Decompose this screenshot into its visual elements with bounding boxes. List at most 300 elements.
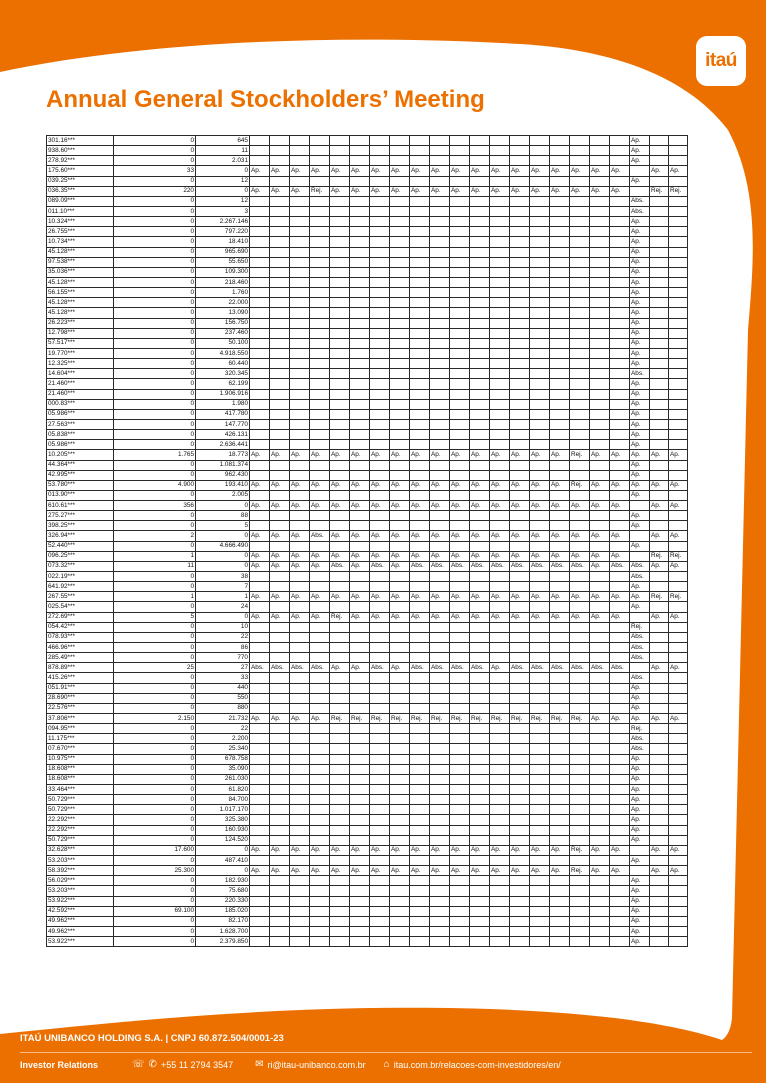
vote-cell: Ap. <box>630 511 650 521</box>
vote-cell: Ap. <box>450 845 470 855</box>
vote-cell <box>450 926 470 936</box>
table-row <box>47 724 688 734</box>
vote-cell <box>450 734 470 744</box>
vote-cell <box>370 288 390 298</box>
vote-cell <box>610 136 630 146</box>
shares-cell: 962.430 <box>196 470 250 480</box>
vote-cell <box>490 724 510 734</box>
vote-cell <box>450 196 470 206</box>
vote-cell <box>390 146 410 156</box>
vote-cell <box>290 369 310 379</box>
vote-cell: Abs. <box>570 663 590 673</box>
vote-cell <box>250 855 270 865</box>
vote-cell <box>310 673 330 683</box>
vote-cell <box>669 440 688 450</box>
vote-cell: Abs. <box>630 643 650 653</box>
vote-cell <box>410 176 430 186</box>
shares-cell: 0 <box>114 206 196 216</box>
vote-cell <box>570 896 590 906</box>
shares-cell: 0 <box>196 612 250 622</box>
vote-cell <box>430 196 450 206</box>
vote-cell <box>370 582 390 592</box>
vote-cell <box>450 409 470 419</box>
vote-cell <box>450 511 470 521</box>
vote-cell: Ap. <box>630 683 650 693</box>
shares-cell: 0 <box>114 247 196 257</box>
vote-cell <box>470 277 490 287</box>
vote-cell: Ap. <box>630 348 650 358</box>
vote-cell <box>650 409 669 419</box>
vote-cell: Rej. <box>570 450 590 460</box>
row-id-cell: 054.42*** <box>47 622 114 632</box>
vote-cell <box>370 602 390 612</box>
vote-cell <box>270 176 290 186</box>
vote-cell <box>669 886 688 896</box>
shares-cell: 0 <box>114 835 196 845</box>
vote-cell <box>270 764 290 774</box>
vote-cell: Ap. <box>270 561 290 571</box>
vote-cell: Ap. <box>450 186 470 196</box>
shares-cell: 109.300 <box>196 267 250 277</box>
vote-cell: Abs. <box>590 663 610 673</box>
shares-cell: 182.930 <box>196 876 250 886</box>
vote-cell <box>510 744 530 754</box>
footer-email[interactable]: ri@itau-unibanco.com.br <box>267 1059 366 1070</box>
shares-cell: 0 <box>114 886 196 896</box>
vote-cell: Ap. <box>370 450 390 460</box>
vote-cell: Ap. <box>630 257 650 267</box>
vote-cell <box>370 136 390 146</box>
vote-cell <box>530 815 550 825</box>
vote-cell <box>650 328 669 338</box>
vote-cell <box>290 835 310 845</box>
row-id-cell: 022.19*** <box>47 572 114 582</box>
vote-cell <box>669 338 688 348</box>
table-row <box>47 521 688 531</box>
vote-cell: Ap. <box>610 592 630 602</box>
vote-cell <box>450 267 470 277</box>
vote-cell <box>470 247 490 257</box>
vote-cell <box>590 440 610 450</box>
vote-cell <box>250 460 270 470</box>
vote-cell: Abs. <box>510 561 530 571</box>
table-row <box>47 683 688 693</box>
vote-cell: Ap. <box>610 866 630 876</box>
vote-cell <box>430 146 450 156</box>
vote-cell: Ap. <box>390 480 410 490</box>
vote-cell <box>570 622 590 632</box>
vote-cell <box>550 490 570 500</box>
vote-cell <box>390 196 410 206</box>
shares-cell: 1.906.916 <box>196 389 250 399</box>
shares-cell: 12 <box>196 196 250 206</box>
vote-cell <box>290 805 310 815</box>
shares-cell: 11 <box>196 146 250 156</box>
vote-cell: Ap. <box>390 866 410 876</box>
vote-cell: Ap. <box>530 186 550 196</box>
vote-cell <box>530 288 550 298</box>
vote-cell <box>390 521 410 531</box>
vote-cell <box>650 277 669 287</box>
vote-cell <box>430 156 450 166</box>
vote-cell: Abs. <box>570 561 590 571</box>
row-id-cell: 19.770*** <box>47 348 114 358</box>
vote-cell <box>290 602 310 612</box>
vote-cell <box>610 379 630 389</box>
vote-cell <box>490 409 510 419</box>
vote-cell: Ap. <box>530 592 550 602</box>
shares-cell: 0 <box>114 318 196 328</box>
vote-cell <box>410 835 430 845</box>
vote-cell <box>650 744 669 754</box>
vote-cell <box>330 369 350 379</box>
vote-cell <box>310 754 330 764</box>
vote-cell: Rej. <box>310 186 330 196</box>
vote-cell <box>470 602 490 612</box>
vote-cell <box>590 805 610 815</box>
vote-cell <box>470 886 490 896</box>
vote-cell <box>370 470 390 480</box>
vote-cell <box>430 744 450 754</box>
vote-cell <box>550 359 570 369</box>
vote-cell <box>650 896 669 906</box>
vote-cell <box>590 582 610 592</box>
vote-cell <box>390 785 410 795</box>
vote-cell: Ap. <box>470 450 490 460</box>
vote-cell <box>550 227 570 237</box>
vote-table <box>46 135 688 947</box>
row-id-cell: 05.986*** <box>47 409 114 419</box>
vote-cell <box>310 906 330 916</box>
vote-cell <box>370 744 390 754</box>
vote-cell <box>410 490 430 500</box>
vote-cell <box>470 703 490 713</box>
shares-cell: 0 <box>196 166 250 176</box>
table-row <box>47 399 688 409</box>
vote-cell: Ap. <box>330 663 350 673</box>
vote-cell <box>470 572 490 582</box>
vote-cell <box>350 734 370 744</box>
vote-cell: Abs. <box>430 663 450 673</box>
vote-cell <box>470 876 490 886</box>
table-row <box>47 267 688 277</box>
vote-cell <box>370 693 390 703</box>
vote-cell: Ap. <box>669 480 688 490</box>
vote-cell <box>310 764 330 774</box>
vote-cell: Ap. <box>410 450 430 460</box>
vote-cell <box>410 460 430 470</box>
vote-cell <box>650 703 669 713</box>
vote-cell <box>450 136 470 146</box>
vote-cell: Ap. <box>570 592 590 602</box>
shares-cell: 0 <box>114 744 196 754</box>
table-row <box>47 389 688 399</box>
shares-cell: 35.090 <box>196 764 250 774</box>
vote-cell <box>270 754 290 764</box>
vote-cell: Rej. <box>570 714 590 724</box>
vote-cell <box>370 348 390 358</box>
vote-cell <box>270 855 290 865</box>
vote-cell: Ap. <box>390 186 410 196</box>
table-row <box>47 531 688 541</box>
vote-cell <box>570 855 590 865</box>
vote-cell <box>650 774 669 784</box>
shares-cell: 1.760 <box>196 288 250 298</box>
table-row <box>47 703 688 713</box>
shares-cell: 5 <box>114 612 196 622</box>
vote-cell <box>450 785 470 795</box>
vote-cell <box>370 734 390 744</box>
vote-cell <box>550 795 570 805</box>
vote-cell <box>490 754 510 764</box>
shares-cell: 1.765 <box>114 450 196 460</box>
vote-cell <box>669 419 688 429</box>
vote-cell: Ap. <box>550 501 570 511</box>
vote-cell: Ap. <box>630 906 650 916</box>
vote-cell <box>330 693 350 703</box>
row-id-cell: 11.175*** <box>47 734 114 744</box>
vote-cell <box>550 632 570 642</box>
vote-cell <box>510 855 530 865</box>
vote-cell <box>510 937 530 947</box>
vote-cell <box>270 217 290 227</box>
vote-cell <box>370 683 390 693</box>
vote-cell: Abs. <box>530 561 550 571</box>
vote-cell <box>450 328 470 338</box>
vote-cell <box>390 693 410 703</box>
vote-cell <box>330 683 350 693</box>
vote-cell: Rej. <box>570 866 590 876</box>
footer-website[interactable]: itau.com.br/relacoes-com-investidores/en/ <box>393 1059 561 1070</box>
vote-cell <box>650 815 669 825</box>
vote-cell <box>490 795 510 805</box>
vote-cell <box>650 298 669 308</box>
vote-cell <box>310 460 330 470</box>
vote-cell <box>550 308 570 318</box>
vote-cell: Ap. <box>610 501 630 511</box>
vote-cell <box>669 196 688 206</box>
vote-cell <box>310 541 330 551</box>
vote-cell <box>570 206 590 216</box>
vote-cell <box>410 916 430 926</box>
row-id-cell: 078.93*** <box>47 632 114 642</box>
table-row <box>47 937 688 947</box>
row-id-cell: 10.205*** <box>47 450 114 460</box>
vote-cell <box>350 896 370 906</box>
vote-cell <box>250 369 270 379</box>
vote-cell <box>570 521 590 531</box>
vote-cell <box>250 876 270 886</box>
vote-cell <box>330 632 350 642</box>
vote-cell <box>470 815 490 825</box>
vote-cell <box>370 318 390 328</box>
vote-cell <box>270 632 290 642</box>
table-row <box>47 257 688 267</box>
vote-cell <box>310 724 330 734</box>
vote-cell <box>650 876 669 886</box>
vote-cell <box>570 318 590 328</box>
vote-cell <box>450 673 470 683</box>
vote-cell <box>570 886 590 896</box>
vote-cell <box>650 176 669 186</box>
vote-cell <box>570 774 590 784</box>
vote-cell <box>470 308 490 318</box>
vote-cell <box>669 470 688 480</box>
vote-cell <box>310 227 330 237</box>
vote-cell <box>390 926 410 936</box>
vote-cell <box>430 298 450 308</box>
vote-cell <box>510 318 530 328</box>
vote-cell <box>450 146 470 156</box>
vote-cell: Ap. <box>370 866 390 876</box>
vote-cell <box>510 136 530 146</box>
vote-cell: Abs. <box>550 561 570 571</box>
vote-cell <box>490 156 510 166</box>
vote-cell: Abs. <box>530 663 550 673</box>
vote-cell <box>490 734 510 744</box>
vote-cell <box>390 227 410 237</box>
vote-cell <box>430 470 450 480</box>
shares-cell: 0 <box>114 308 196 318</box>
vote-cell <box>470 693 490 703</box>
vote-cell <box>310 876 330 886</box>
vote-cell: Ap. <box>430 612 450 622</box>
vote-cell <box>470 379 490 389</box>
vote-cell <box>550 318 570 328</box>
vote-cell <box>570 683 590 693</box>
vote-cell <box>370 277 390 287</box>
vote-cell <box>430 602 450 612</box>
vote-cell <box>570 582 590 592</box>
vote-cell <box>370 359 390 369</box>
vote-cell <box>530 460 550 470</box>
vote-cell: Ap. <box>270 866 290 876</box>
vote-cell <box>350 136 370 146</box>
vote-cell <box>290 298 310 308</box>
table-row <box>47 348 688 358</box>
table-row <box>47 876 688 886</box>
vote-cell <box>390 754 410 764</box>
vote-cell <box>250 206 270 216</box>
vote-cell: Ap. <box>250 166 270 176</box>
vote-cell: Ap. <box>630 338 650 348</box>
vote-cell: Rej. <box>550 714 570 724</box>
vote-cell <box>450 937 470 947</box>
vote-cell <box>570 369 590 379</box>
vote-cell <box>490 805 510 815</box>
vote-cell <box>250 673 270 683</box>
footer-divider <box>20 1052 752 1053</box>
vote-cell <box>430 348 450 358</box>
row-id-cell: 10.734*** <box>47 237 114 247</box>
vote-cell <box>669 359 688 369</box>
shares-cell: 797.220 <box>196 227 250 237</box>
vote-cell <box>450 703 470 713</box>
vote-cell <box>350 622 370 632</box>
vote-cell: Rej. <box>570 480 590 490</box>
shares-cell: 0 <box>114 855 196 865</box>
vote-cell <box>590 643 610 653</box>
vote-cell <box>550 916 570 926</box>
vote-cell <box>310 937 330 947</box>
vote-cell: Ap. <box>330 450 350 460</box>
vote-cell <box>530 572 550 582</box>
vote-cell: Ap. <box>450 166 470 176</box>
shares-cell: 0 <box>114 774 196 784</box>
vote-cell: Ap. <box>270 612 290 622</box>
vote-cell <box>290 217 310 227</box>
footer-phone[interactable]: +55 11 2794 3547 <box>160 1059 234 1070</box>
vote-cell <box>390 288 410 298</box>
vote-cell: Ap. <box>630 754 650 764</box>
vote-cell <box>350 744 370 754</box>
vote-cell <box>650 227 669 237</box>
vote-cell: Ap. <box>250 845 270 855</box>
shares-cell: 770 <box>196 653 250 663</box>
shares-cell: 147.770 <box>196 419 250 429</box>
vote-cell <box>370 430 390 440</box>
vote-cell <box>330 785 350 795</box>
vote-cell <box>610 906 630 916</box>
vote-cell <box>310 136 330 146</box>
vote-cell <box>330 754 350 764</box>
shares-cell: 18.410 <box>196 237 250 247</box>
vote-cell <box>650 146 669 156</box>
vote-cell: Ap. <box>430 480 450 490</box>
vote-cell <box>490 196 510 206</box>
vote-cell <box>410 643 430 653</box>
shares-cell: 0 <box>114 379 196 389</box>
vote-cell <box>250 399 270 409</box>
vote-cell <box>470 541 490 551</box>
shares-cell: 22.000 <box>196 298 250 308</box>
vote-cell <box>630 166 650 176</box>
shares-cell: 0 <box>114 176 196 186</box>
vote-cell <box>450 277 470 287</box>
vote-cell: Ap. <box>270 714 290 724</box>
vote-cell: Rej. <box>370 714 390 724</box>
vote-cell <box>370 176 390 186</box>
table-row <box>47 886 688 896</box>
vote-cell <box>470 227 490 237</box>
vote-cell <box>650 693 669 703</box>
vote-cell <box>370 399 390 409</box>
vote-cell: Ap. <box>630 795 650 805</box>
shares-cell: 10 <box>196 622 250 632</box>
vote-cell: Ap. <box>250 501 270 511</box>
vote-cell <box>390 541 410 551</box>
vote-cell <box>390 622 410 632</box>
vote-cell: Ap. <box>630 409 650 419</box>
vote-cell <box>550 409 570 419</box>
vote-cell: Rej. <box>530 714 550 724</box>
shares-cell: 25.300 <box>114 866 196 876</box>
vote-cell <box>310 217 330 227</box>
shares-cell: 325.380 <box>196 815 250 825</box>
vote-cell <box>550 703 570 713</box>
vote-cell <box>650 602 669 612</box>
table-row <box>47 764 688 774</box>
vote-cell <box>250 764 270 774</box>
vote-cell <box>530 653 550 663</box>
vote-cell <box>330 470 350 480</box>
shares-cell: 0 <box>114 257 196 267</box>
row-id-cell: 025.54*** <box>47 602 114 612</box>
vote-cell: Ap. <box>290 592 310 602</box>
vote-cell <box>370 906 390 916</box>
vote-cell <box>550 206 570 216</box>
vote-cell <box>470 643 490 653</box>
